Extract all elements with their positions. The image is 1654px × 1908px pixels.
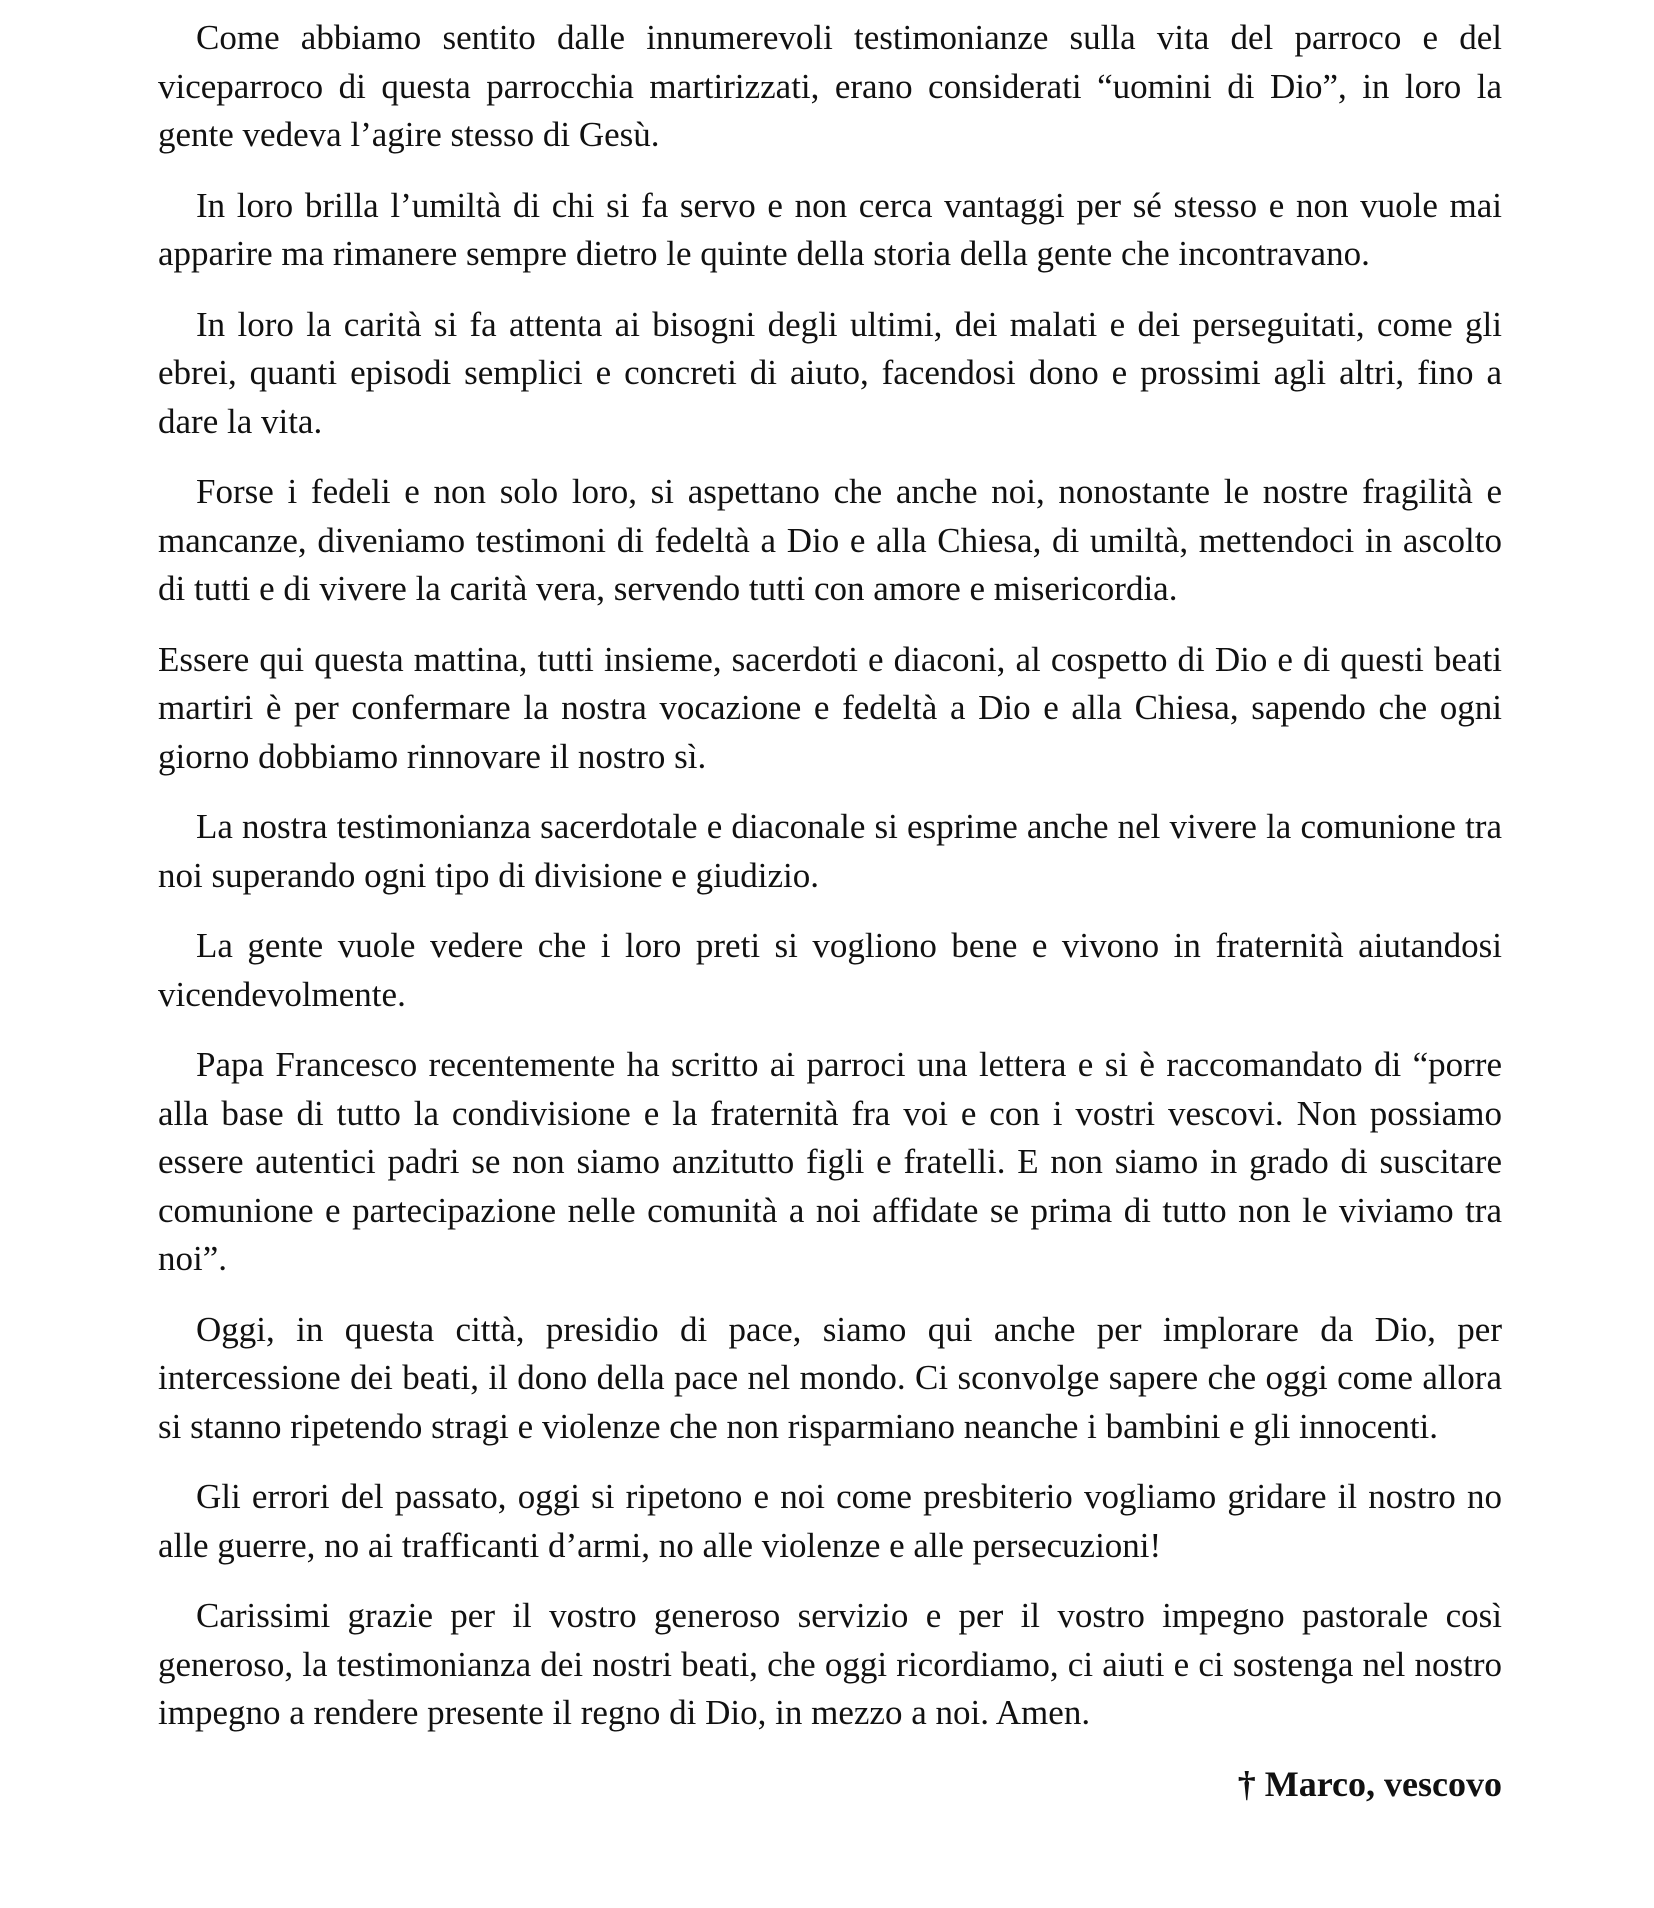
signature: † Marco, vescovo (1237, 1763, 1502, 1804)
paragraph-2: In loro brilla l’umiltà di chi si fa servo e non cerca vantaggi per sé stesso e non vuole mai apparire ma rimanere sempre dietro le quinte della storia della gente che incontravano. (158, 185, 1502, 273)
paragraph-1: Come abbiamo sentito dalle innumerevoli testimonianze sulla vita del parroco e del viceparroco di questa parrocchia martirizzati, erano considerati “uomini di Dio”, in loro la gente vedeva l’agire stesso di Gesù. (158, 18, 1502, 154)
paragraph-5: Essere qui questa mattina, tutti insieme, sacerdoti e diaconi, al cospetto di Dio e di questi beati martiri è per confermare la nostra vocazione e fedeltà a Dio e alla Chiesa, sapendo che ogni giorno dobbiamo rinnovare il nostro sì. (158, 639, 1502, 776)
paragraph-7: La gente vuole vedere che i loro preti si vogliono bene e vivono in fraternità aiutandosi vicendevolmente. (158, 926, 1502, 1014)
paragraph-4: Forse i fedeli e non solo loro, si aspettano che anche noi, nonostante le nostre fragilità e mancanze, diveniamo testimoni di fedeltà a Dio e alla Chiesa, di umiltà, mettendoci in ascolto di tutti e di vivere la carità vera, servendo tutti con amore e misericordia. (158, 472, 1502, 608)
paragraph-10: Gli errori del passato, oggi si ripetono e noi come presbiterio vogliamo gridare il nostro no alle guerre, no ai trafficanti d’armi, no alle violenze e alle persecuzioni! (158, 1477, 1502, 1565)
paragraph-8: Papa Francesco recentemente ha scritto ai parroci una lettera e si è raccomandato di “porre alla base di tutto la condivisione e la fraternità fra voi e con i vostri vescovi. Non possiamo essere autentici padri se non siamo anzitutto figli e fratelli. E non siamo in grado di suscitare comunione e partecipazione nelle comunità a noi affidate se prima di tutto non le viviamo tra noi”. (158, 1045, 1502, 1278)
paragraph-6: La nostra testimonianza sacerdotale e diaconale si esprime anche nel vivere la comunione tra noi superando ogni tipo di divisione e giudizio. (158, 807, 1502, 895)
paragraph-9: Oggi, in questa città, presidio di pace, siamo qui anche per implorare da Dio, per intercessione dei beati, il dono della pace nel mondo. Ci sconvolge sapere che oggi come allora si stanno ripetendo stragi e violenze che non risparmiano neanche i bambini e gli innocenti. (158, 1309, 1502, 1446)
document-page (158, 14, 1502, 1808)
paragraph-3: In loro la carità si fa attenta ai bisogni degli ultimi, dei malati e dei perseguitati, come gli ebrei, quanti episodi semplici e concreti di aiuto, facendosi dono e prossimi agli altri, fino a dare la vita. (158, 304, 1502, 441)
paragraph-11: Carissimi grazie per il vostro generoso servizio e per il vostro impegno pastorale così generoso, la testimonianza dei nostri beati, che oggi ricordiamo, ci aiuti e ci sostenga nel nostro impegno a rendere presente il regno di Dio, in mezzo a noi. Amen. (158, 1596, 1502, 1732)
